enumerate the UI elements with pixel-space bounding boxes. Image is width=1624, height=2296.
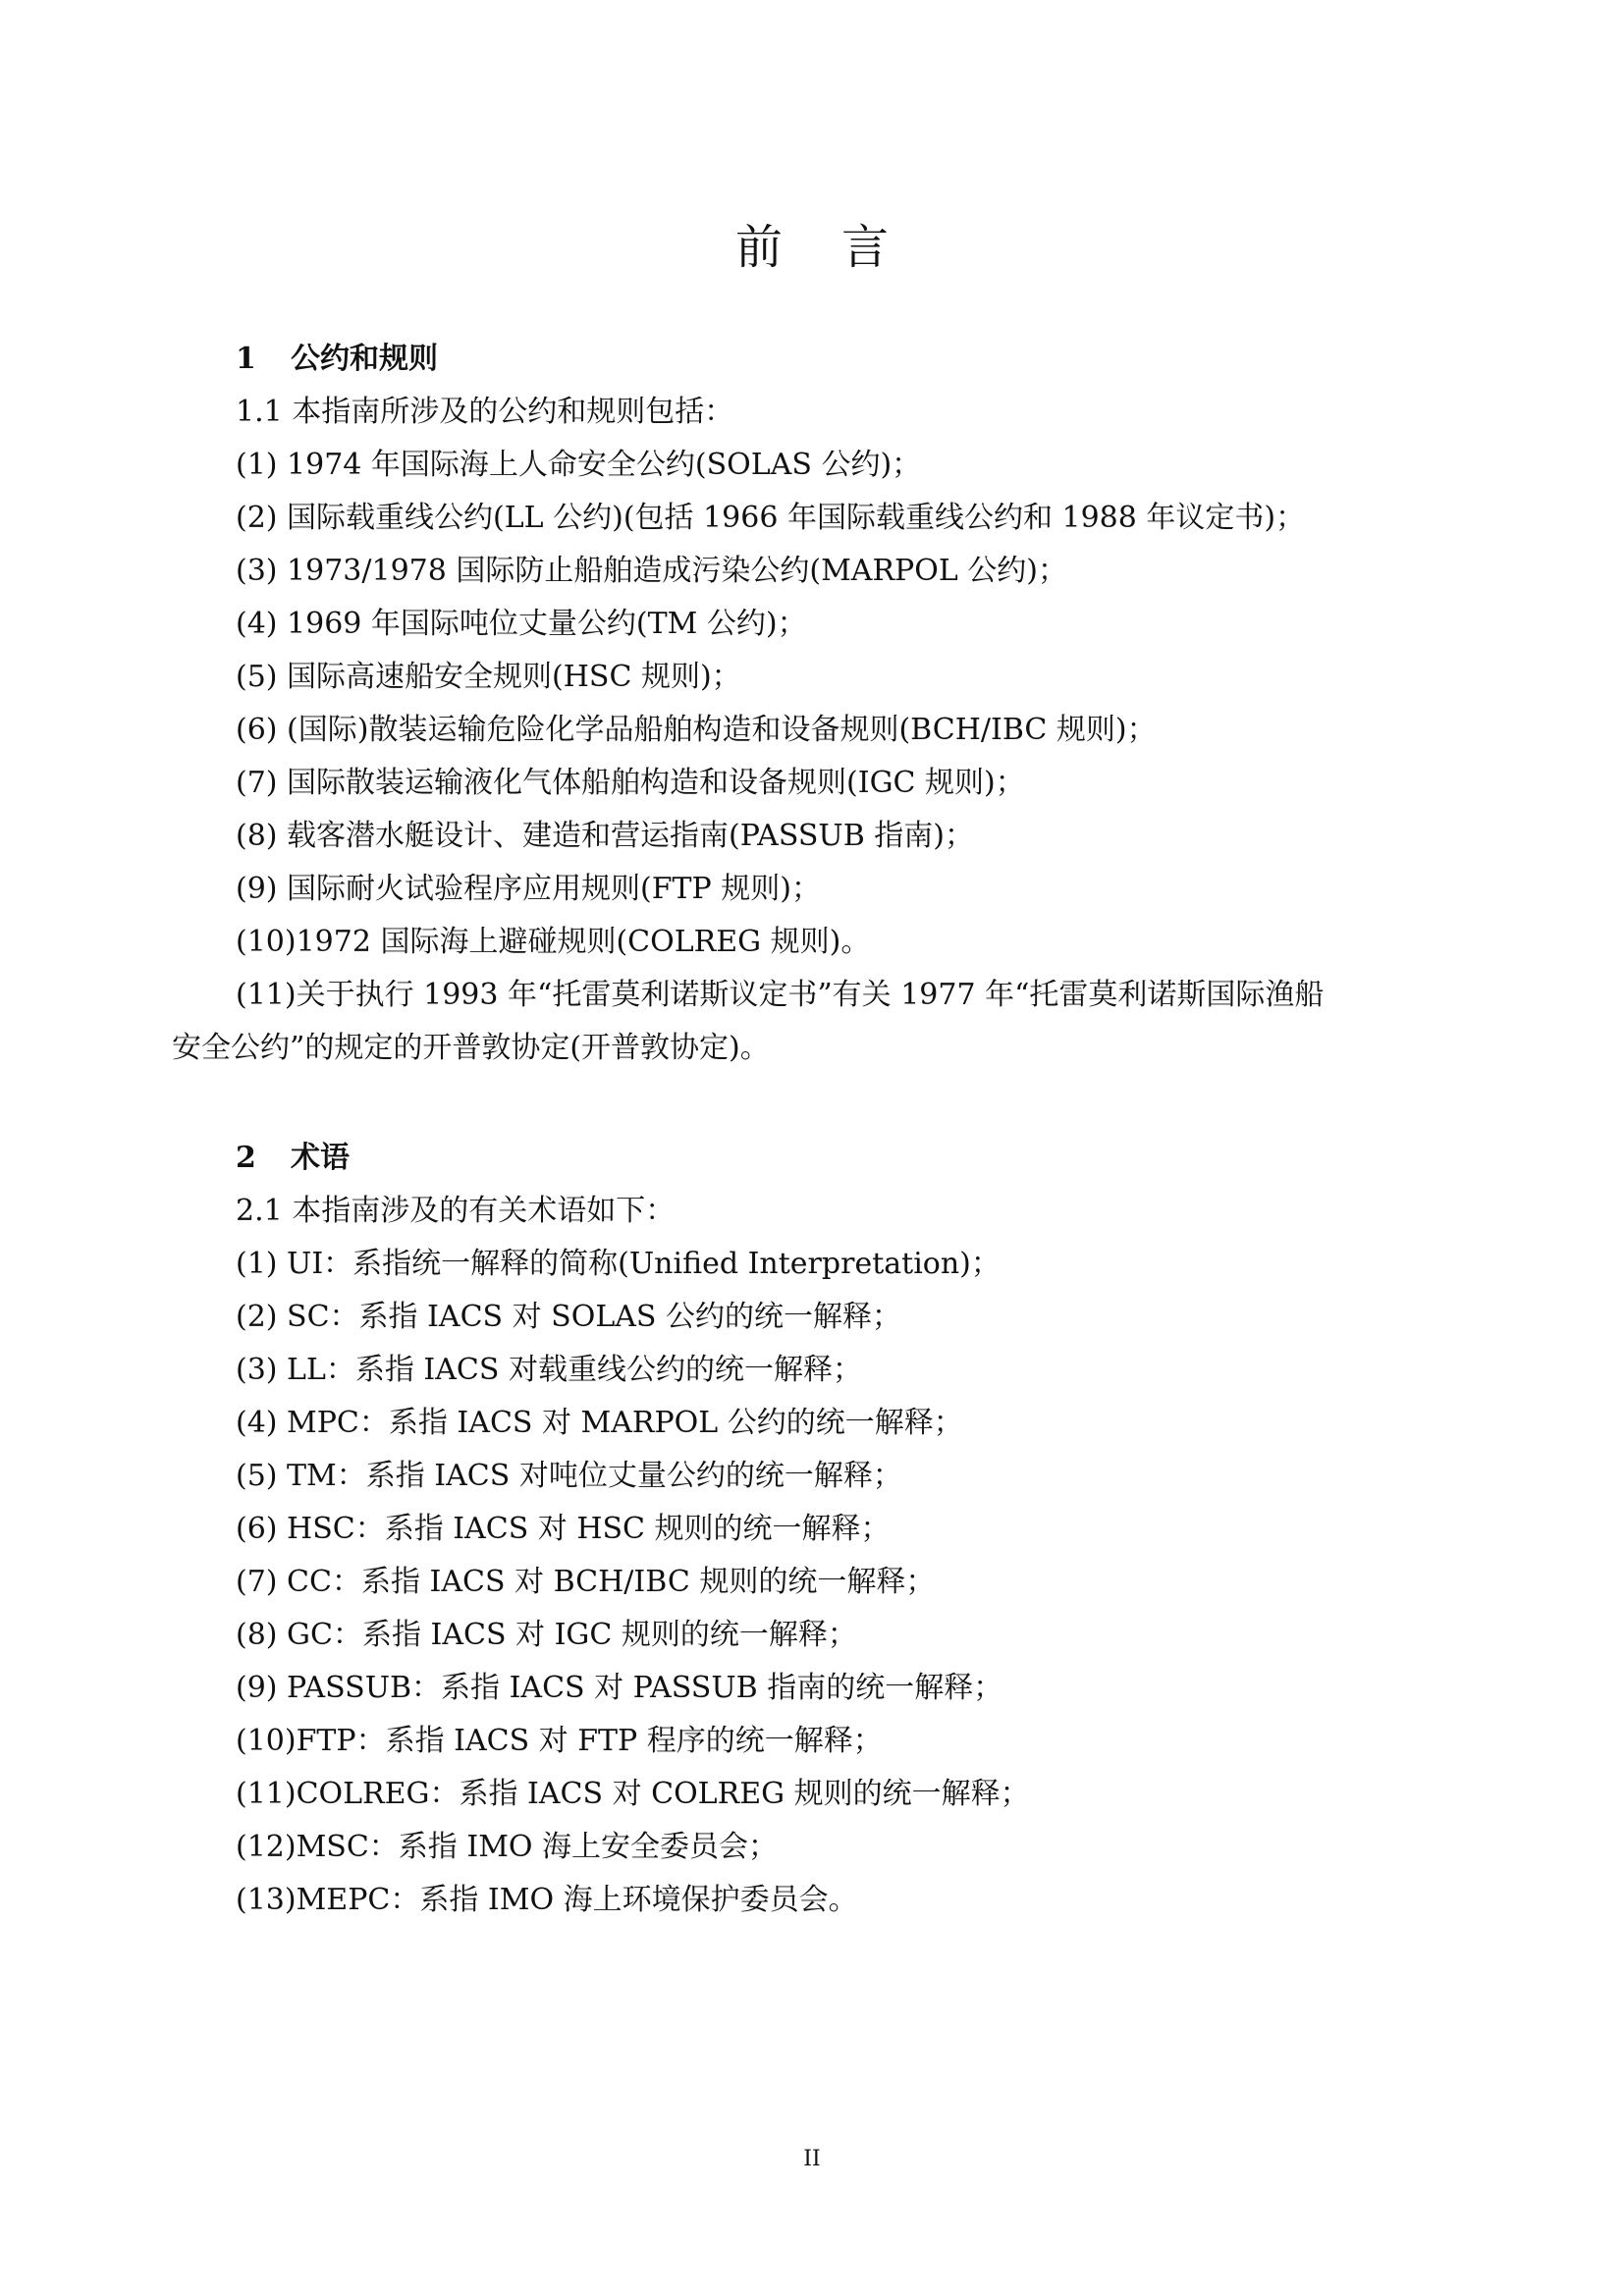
section-number: 2 <box>236 1141 256 1175</box>
list-item: (4) MPC：系指 IACS 对 MARPOL 公约的统一解释； <box>236 1406 963 1440</box>
list-item: (9) 国际耐火试验程序应用规则(FTP 规则)； <box>236 872 821 906</box>
intro-line: 1.1 本指南所涉及的公约和规则包括： <box>236 395 734 429</box>
list-item: (9) PASSUB：系指 IACS 对 PASSUB 指南的统一解释； <box>236 1671 1003 1705</box>
list-item: (11)COLREG：系指 IACS 对 COLREG 规则的统一解释； <box>236 1777 1030 1811</box>
list-item: (11)关于执行 1993 年“托雷莫利诺斯议定书”有关 1977 年“托雷莫利诺斯国际渔船 <box>236 978 1325 1012</box>
list-item: (4) 1969 年国际吨位丈量公约(TM 公约)； <box>236 607 807 641</box>
list-item: (10)1972 国际海上避碰规则(COLREG 规则)。 <box>236 925 871 959</box>
list-item: (2) SC：系指 IACS 对 SOLAS 公约的统一解释； <box>236 1300 901 1334</box>
section-heading <box>236 1139 350 1178</box>
intro-line: 2.1 本指南涉及的有关术语如下： <box>236 1194 676 1228</box>
section-heading-text: 公约和规则 <box>291 342 438 376</box>
list-item: (12)MSC：系指 IMO 海上安全委员会； <box>236 1830 779 1864</box>
list-item: (8) 载客潜水艇设计、建造和营运指南(PASSUB 指南)； <box>236 819 974 853</box>
list-item: (8) GC：系指 IACS 对 IGC 规则的统一解释； <box>236 1618 857 1652</box>
list-item: (5) 国际高速船安全规则(HSC 规则)； <box>236 660 741 694</box>
list-item: (3) 1973/1978 国际防止船舶造成污染公约(MARPOL 公约)； <box>236 554 1067 588</box>
section-heading-text: 术语 <box>291 1141 350 1175</box>
list-item: (10)FTP：系指 IACS 对 FTP 程序的统一解释； <box>236 1724 883 1758</box>
list-item: (2) 国际载重线公约(LL 公约)(包括 1966 年国际载重线公约和 1988 年议定书)； <box>236 501 1306 535</box>
list-item: (6) HSC：系指 IACS 对 HSC 规则的统一解释； <box>236 1512 891 1546</box>
page-title: 前言 <box>734 220 947 275</box>
list-item: (6) (国际)散装运输危险化学品船舶构造和设备规则(BCH/IBC 规则)； <box>236 713 1157 747</box>
section-number: 1 <box>236 342 256 376</box>
list-item: (1) 1974 年国际海上人命安全公约(SOLAS 公约)； <box>236 448 922 482</box>
list-item: (7) 国际散装运输液化气体船舶构造和设备规则(IGC 规则)； <box>236 766 1025 800</box>
list-item: (5) TM：系指 IACS 对吨位丈量公约的统一解释； <box>236 1459 902 1493</box>
list-item: (3) LL：系指 IACS 对载重线公约的统一解释； <box>236 1353 862 1387</box>
list-item: (13)MEPC：系指 IMO 海上环境保护委员会。 <box>236 1883 858 1917</box>
list-item: (7) CC：系指 IACS 对 BCH/IBC 规则的统一解释； <box>236 1565 936 1599</box>
page-number: II <box>803 2147 821 2171</box>
list-item: (1) UI：系指统一解释的简称(Unified Interpretation)； <box>236 1247 1001 1281</box>
list-item-continuation: 安全公约”的规定的开普敦协定(开普敦协定)。 <box>172 1031 770 1065</box>
section-heading <box>236 340 438 379</box>
